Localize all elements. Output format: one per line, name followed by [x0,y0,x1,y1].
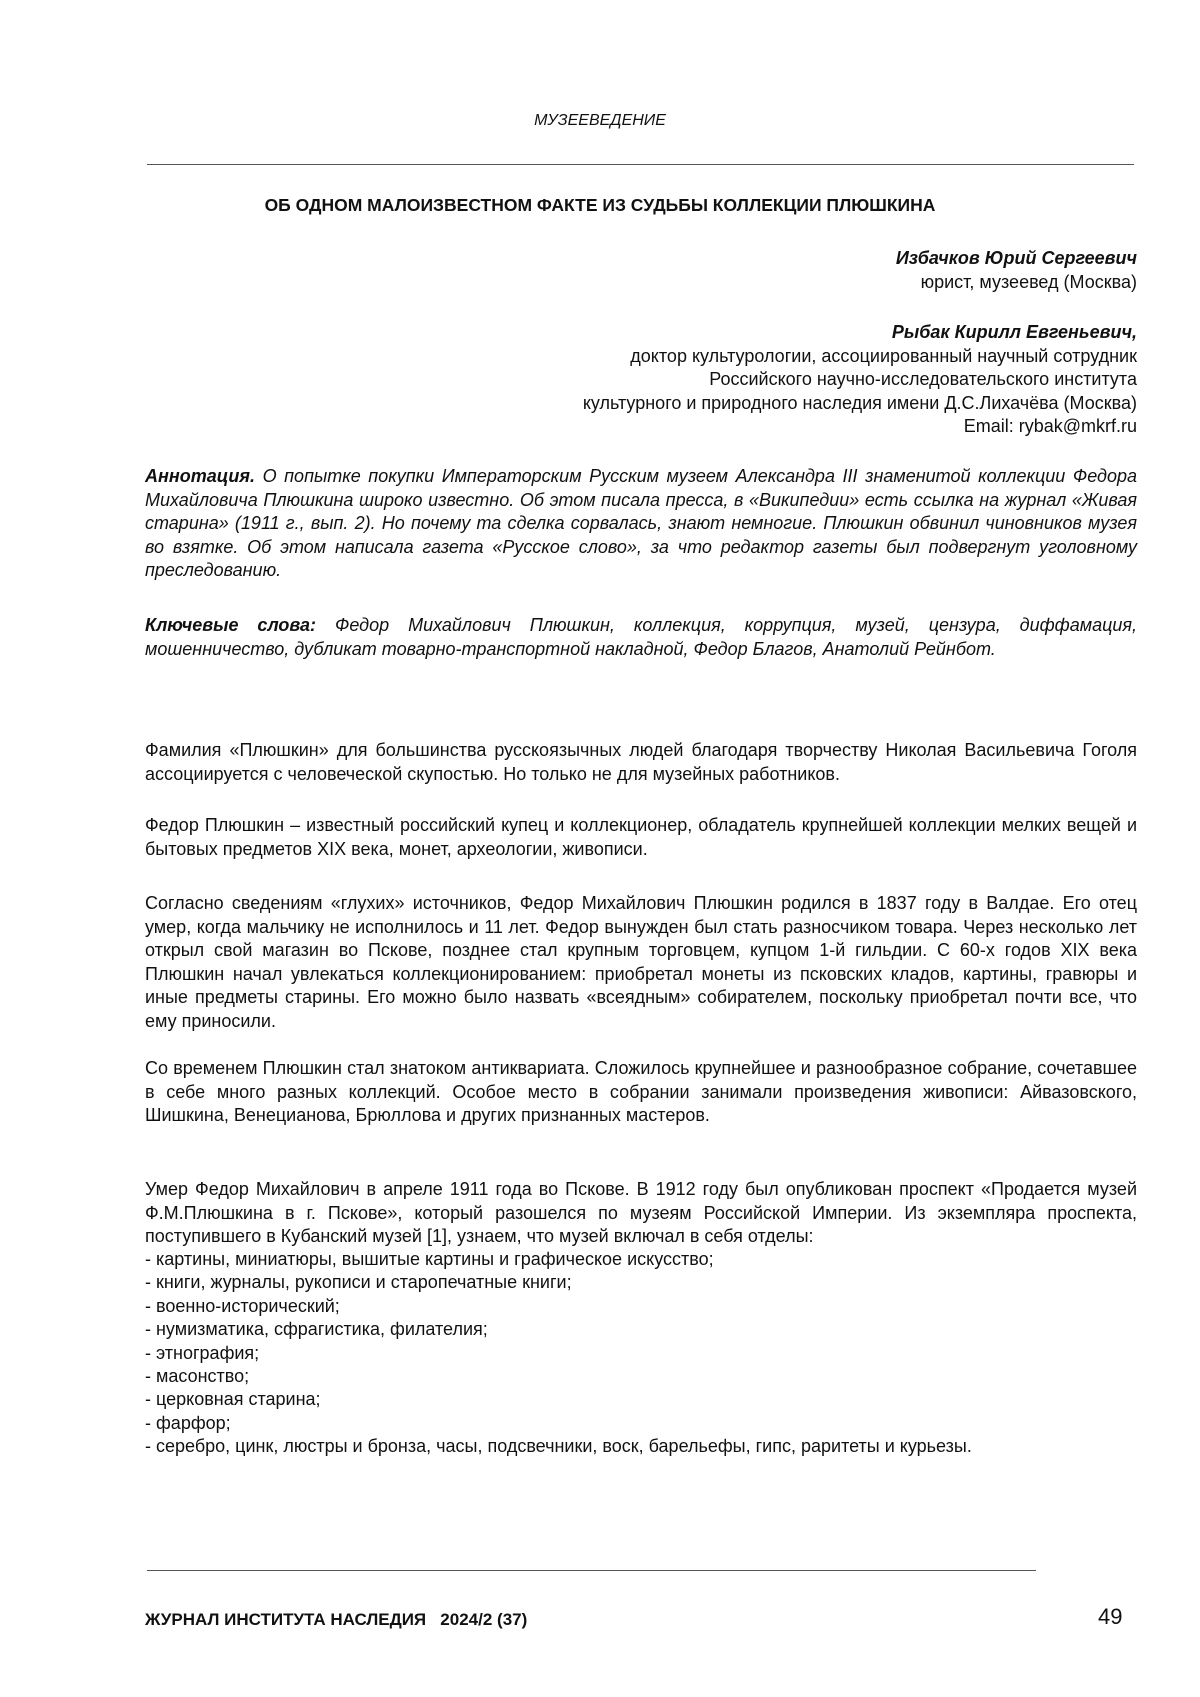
authors-block [583,247,1137,439]
author-name: Рыбак Кирилл Евгеньевич, [583,321,1137,345]
author-email: Email: rybak@mkrf.ru [583,415,1137,439]
keywords [145,614,1137,661]
list-item: - этнография; [145,1342,1137,1365]
abstract-label: Аннотация. [145,466,255,486]
paragraph: Согласно сведениям «глухих» источников, Федор Михайлович Плюшкин родился в 1837 году в Валдае. Его отец умер, когда мальчику не исполнилось и 11 лет. Федор вынужден был стать разносчиком товара. Через несколько лет открыл свой магазин во Пскове, позднее стал крупным торговцем, купцом 1-й гильдии. С 60-х годов XIX века Плюшкин начал увлекаться коллекционированием: приобретал монеты из псковских кладов, картины, гравюры и иные предметы старины. Его можно было назвать «всеядным» собирателем, поскольку приобретал почти все, что ему приносили. [145,892,1137,1033]
paragraph: Со временем Плюшкин стал знатоком антиквариата. Сложилось крупнейшее и разнообразное собрание, сочетавшее в себе много разных коллекций. Особое место в собрании занимали произведения живописи: Айвазовского, Шишкина, Венецианова, Брюллова и других признанных мастеров. [145,1057,1137,1128]
header-divider [147,164,1134,165]
author-name: Избачков Юрий Сергеевич [583,247,1137,271]
paragraph: Федор Плюшкин – известный российский купец и коллекционер, обладатель крупнейшей коллекции мелких вещей и бытовых предметов XIX века, монет, археологии, живописи. [145,814,1137,861]
list-item: - книги, журналы, рукописи и старопечатные книги; [145,1271,1137,1294]
list-item: - фарфор; [145,1412,1137,1435]
department-list [145,1248,1137,1459]
list-item: - церковная старина; [145,1388,1137,1411]
author-affiliation: Российского научно-исследовательского института [583,368,1137,392]
author-affiliation: культурного и природного наследия имени Д.С.Лихачёва (Москва) [583,392,1137,416]
keywords-label: Ключевые слова: [145,615,316,635]
author-affiliation: юрист, музеевед (Москва) [583,271,1137,295]
article-title: ОБ ОДНОМ МАЛОИЗВЕСТНОМ ФАКТЕ ИЗ СУДЬБЫ КОЛЛЕКЦИИ ПЛЮШКИНА [0,195,1200,216]
list-item: - серебро, цинк, люстры и бронза, часы, подсвечники, воск, барельефы, гипс, раритеты и курьезы. [145,1435,1137,1458]
journal-footer: ЖУРНАЛ ИНСТИТУТА НАСЛЕДИЯ 2024/2 (37) [145,1610,527,1630]
list-item: - картины, миниатюры, вышитые картины и графическое искусство; [145,1248,1137,1271]
keywords-text: Федор Михайлович Плюшкин, коллекция, коррупция, музей, цензура, диффамация, мошенничество, дубликат товарно-транспортной накладной, Федор Благов, Анатолий Рейнбот. [145,615,1137,659]
page-number: 49 [1098,1604,1122,1630]
author-affiliation: доктор культурологии, ассоциированный научный сотрудник [583,345,1137,369]
paragraph: Фамилия «Плюшкин» для большинства русскоязычных людей благодаря творчеству Николая Васильевича Гоголя ассоциируется с человеческой скупостью. Но только не для музейных работников. [145,739,1137,786]
abstract-text: О попытке покупки Императорским Русским музеем Александра III знаменитой коллекции Федора Михайловича Плюшкина широко известно. Об этом писала пресса, в «Википедии» есть ссылка на журнал «Живая старина» (1911 г., вып. 2). Но почему та сделка сорвалась, знают немногие. Плюшкин обвинил чиновников музея во взятке. Об этом написала газета «Русское слово», за что редактор газеты был подвергнут уголовному преследованию. [145,466,1137,580]
abstract [145,465,1137,583]
footer-divider [147,1570,1036,1571]
list-item: - масонство; [145,1365,1137,1388]
paragraph: Умер Федор Михайлович в апреле 1911 года во Пскове. В 1912 году был опубликован проспект «Продается музей Ф.М.Плюшкина в г. Пскове», который разошелся по музеям Российской Империи. Из экземпляра проспекта, поступившего в Кубанский музей [1], узнаем, что музей включал в себя отделы: [145,1178,1137,1249]
section-header: МУЗЕЕВЕДЕНИЕ [0,112,1200,130]
list-item: - нумизматика, сфрагистика, филателия; [145,1318,1137,1341]
list-item: - военно-исторический; [145,1295,1137,1318]
